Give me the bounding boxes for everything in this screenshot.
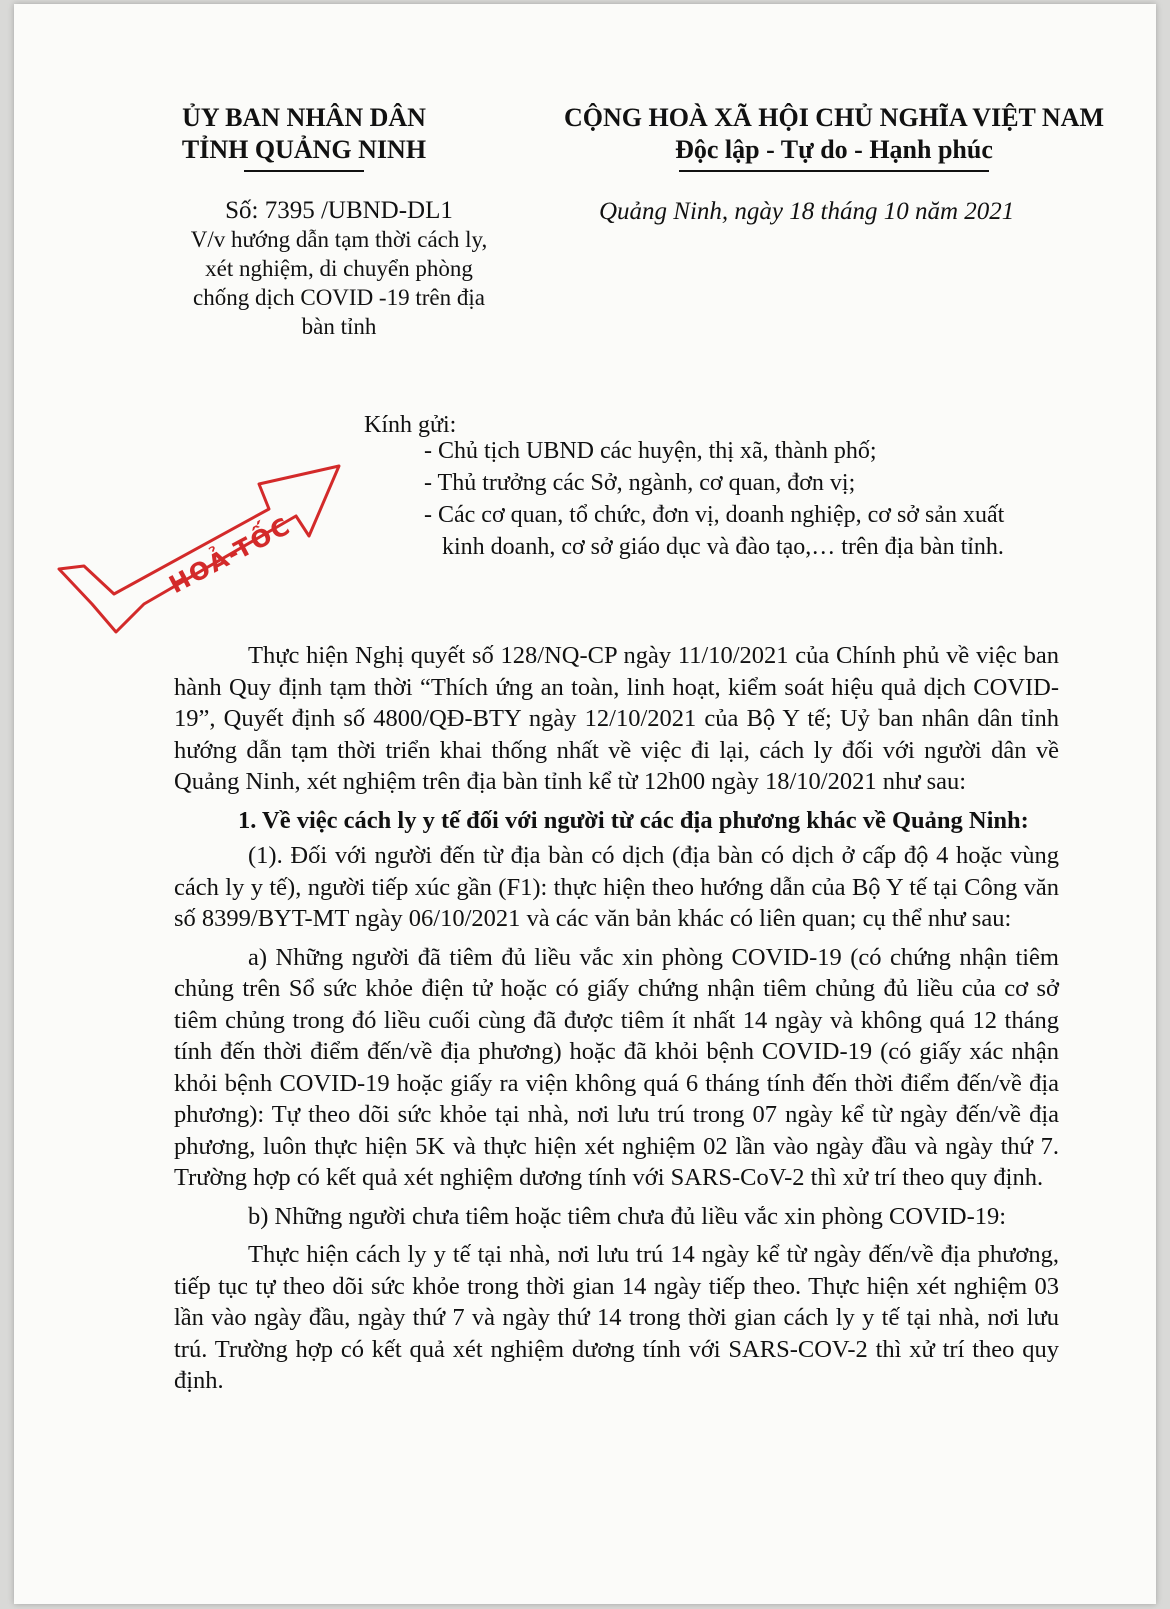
subject-line-4: bàn tỉnh bbox=[301, 314, 377, 339]
urgent-stamp-icon bbox=[44, 454, 374, 644]
paragraph-1: (1). Đối với người đến từ địa bàn có dịch (địa bàn có dịch ở cấp độ 4 hoặc vùng cách ly y tế), người tiếp xúc gần (F1): thực hiện theo hướng dẫn của Bộ Y tế tại Công văn số 8399/BYT-MT ngày 06/10/2021 và các văn bản khác có liên quan; cụ thể như sau: bbox=[174, 842, 1059, 932]
paragraph-b-detail: Thực hiện cách ly y tế tại nhà, nơi lưu trú 14 ngày kể từ ngày đến/về địa phương, tiếp tục tự theo dõi sức khỏe trong thời gian 14 ngày tiếp theo. Thực hiện xét nghiệm 03 lần vào ngày đầu, ngày thứ 7 và ngày thứ 14 trong thời gian cách ly y tế tại nhà, nơi lưu trú. Trường hợp có kết quả xét nghiệm dương tính với SARS-COV-2 thì xử trí theo quy định. bbox=[174, 1241, 1059, 1394]
nation-title: CỘNG HOÀ XÃ HỘI CHỦ NGHĨA VIỆT NAM bbox=[563, 103, 1105, 132]
document-page bbox=[14, 4, 1156, 1604]
national-header bbox=[529, 102, 1139, 172]
issuing-authority bbox=[134, 102, 474, 172]
paragraph-b: b) Những người chưa tiêm hoặc tiêm chưa đủ liều vắc xin phòng COVID-19: bbox=[248, 1202, 1007, 1230]
authority-divider bbox=[244, 170, 364, 172]
authority-line-1: ỦY BAN NHÂN DÂN bbox=[182, 103, 426, 132]
recipient-item: - Các cơ quan, tổ chức, đơn vị, doanh nghiệp, cơ sở sản xuất kinh doanh, cơ sở giáo dục và đào tạo,… trên địa bàn tỉnh. bbox=[424, 502, 1005, 560]
authority-line-2: TỈNH QUẢNG NINH bbox=[181, 135, 427, 164]
motto-divider bbox=[679, 170, 989, 172]
paragraph-a: a) Những người đã tiêm đủ liều vắc xin phòng COVID-19 (có chứng nhận tiêm chủng trên Sổ sức khỏe điện tử hoặc có giấy chứng nhận tiêm chủng đủ liều của cơ sở tiêm chủng trong đó liều cuối cùng đã được tiêm ít nhất 14 ngày và không quá 12 tháng tính đến thời điểm đến/về địa phương) hoặc đã khỏi bệnh COVID-19 (có giấy xác nhận khỏi bệnh COVID-19 hoặc giấy ra viện không quá 6 tháng tính đến thời điểm đến/về địa phương): Tự theo dõi sức khỏe tại nhà, nơi lưu trú trong 07 ngày kể từ ngày đến/về địa phương, luôn thực hiện 5K và thực hiện xét nghiệm 02 lần vào ngày đầu và ngày thứ 7. Trường hợp có kết quả xét nghiệm dương tính với SARS-CoV-2 thì xử trí theo quy định. bbox=[174, 943, 1059, 1191]
intro-paragraph: Thực hiện Nghị quyết số 128/NQ-CP ngày 11/10/2021 của Chính phủ về việc ban hành Quy định tạm thời “Thích ứng an toàn, linh hoạt, kiểm soát hiệu quả dịch COVID-19”, Quyết định số 4800/QĐ-BTY ngày 12/10/2021 của Bộ Y tế; Uỷ ban nhân dân tỉnh hướng dẫn tạm thời triển khai thống nhất về việc đi lại, cách ly đối với người dân về Quảng Ninh, xét nghiệm trên địa bàn tỉnh kể từ 12h00 ngày 18/10/2021 như sau: bbox=[174, 642, 1059, 795]
recipient-item: - Chủ tịch UBND các huyện, thị xã, thành phố; bbox=[424, 438, 877, 464]
document-body bbox=[174, 640, 1059, 1404]
recipient-item: - Thủ trưởng các Sở, ngành, cơ quan, đơn vị; bbox=[424, 470, 856, 496]
doc-reference bbox=[164, 196, 514, 341]
recipients-list bbox=[424, 435, 1024, 563]
section-1-heading: 1. Về việc cách ly y tế đối với người từ các địa phương khác về Quảng Ninh: bbox=[238, 806, 1029, 834]
subject-line-2: xét nghiệm, di chuyển phòng bbox=[205, 256, 473, 281]
svg-text:HOẢ-TỐC: HOẢ-TỐC bbox=[164, 511, 296, 600]
doc-number: Số: 7395 /UBND-DL1 bbox=[225, 197, 453, 224]
subject-line-3: chống dịch COVID -19 trên địa bbox=[193, 285, 485, 310]
subject-line-1: V/v hướng dẫn tạm thời cách ly, bbox=[190, 227, 488, 252]
nation-motto: Độc lập - Tự do - Hạnh phúc bbox=[675, 135, 993, 164]
issue-date: Quảng Ninh, ngày 18 tháng 10 năm 2021 bbox=[599, 198, 1015, 225]
recipients-greeting: Kính gửi: bbox=[364, 412, 457, 438]
